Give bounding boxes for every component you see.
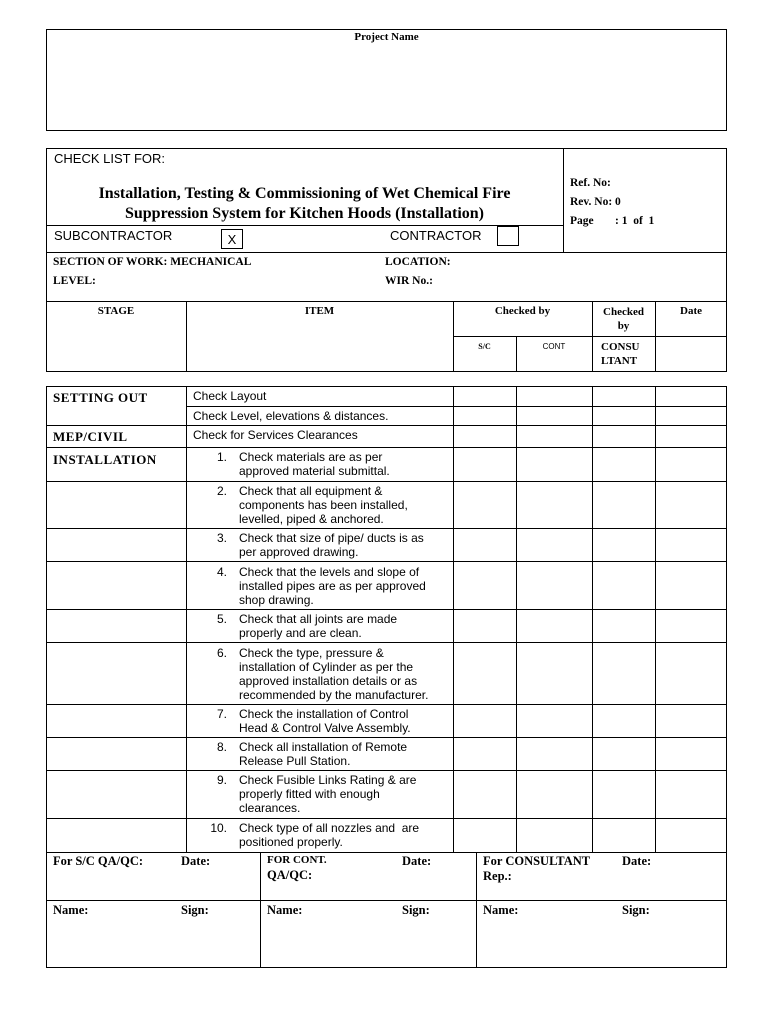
- col-consultant-line1: CONSU: [601, 341, 640, 353]
- section-of-work: SECTION OF WORK: MECHANICAL: [53, 256, 252, 268]
- footer-cont-line2: QA/QC:: [267, 868, 313, 882]
- checklist-title-line2: Suppression System for Kitchen Hoods (Installation): [124, 205, 484, 222]
- item-text-line: installation of Cylinder as per the: [239, 660, 414, 674]
- footer-col-1: [260, 852, 261, 968]
- item-text: [239, 740, 453, 768]
- item-number: 9.: [216, 773, 227, 787]
- item-text-line: Check type of all nozzles and are: [239, 821, 420, 835]
- col-stage-header: STAGE: [97, 305, 135, 317]
- table-col-stage: [186, 386, 187, 852]
- row-line: [186, 406, 727, 407]
- item-text-line: approved material submittal.: [239, 464, 390, 478]
- item-number: 3.: [216, 531, 227, 545]
- item-number: 7.: [216, 707, 227, 721]
- item-text: [239, 565, 453, 607]
- col-checked-by-header: Checked by: [494, 305, 551, 317]
- stage-setting-out: SETTING OUT: [53, 390, 148, 405]
- row-line: [46, 609, 727, 610]
- item-text: [239, 646, 453, 702]
- footer-col-2: [476, 852, 477, 968]
- item-text: [239, 531, 453, 559]
- header-divider-3: [46, 301, 727, 302]
- item-text-line: Check the type, pressure &: [239, 646, 384, 660]
- item-text: [239, 773, 453, 815]
- contractor-checkbox[interactable]: [497, 226, 519, 246]
- footer-divider: [46, 900, 727, 901]
- footer-consultant-sign: Sign:: [622, 903, 650, 917]
- footer-cont-date: Date:: [402, 854, 432, 868]
- item-number: 1.: [216, 450, 227, 464]
- col-date-header: Date: [680, 305, 702, 317]
- item-number: 10.: [210, 821, 227, 835]
- item-text-line: Check materials are as per: [239, 450, 383, 464]
- item-check-services: Check for Services Clearances: [193, 428, 358, 442]
- item-text-line: positioned properly.: [239, 835, 343, 849]
- col-checked-by2-header: [592, 305, 655, 333]
- row-line: [46, 528, 727, 529]
- item-text-line: Check that all joints are made: [239, 612, 398, 626]
- subcontractor-label: SUBCONTRACTOR: [54, 228, 173, 243]
- table-col-item: [453, 386, 454, 852]
- col-consultant-header: [601, 340, 640, 368]
- col-item-header: ITEM: [304, 305, 335, 317]
- item-text: [239, 821, 453, 849]
- footer-sc-name: Name:: [53, 903, 89, 917]
- item-text-line: Check that size of pipe/ ducts is as: [239, 531, 424, 545]
- item-text: [239, 450, 453, 478]
- item-number: 5.: [216, 612, 227, 626]
- item-text-line: shop drawing.: [239, 593, 314, 607]
- item-text: [239, 612, 453, 640]
- footer-consultant-name: Name:: [483, 903, 519, 917]
- row-line: [46, 770, 727, 771]
- project-name-label: Project Name: [354, 31, 419, 43]
- ref-column-divider: [563, 148, 564, 253]
- item-number: 6.: [216, 646, 227, 660]
- item-text: [239, 484, 453, 526]
- row-line: [46, 852, 727, 853]
- item-number: 8.: [216, 740, 227, 754]
- row-line: [46, 642, 727, 643]
- row-line: [46, 737, 727, 738]
- col-sc-header: S/C: [478, 342, 491, 351]
- item-text-line: properly and are clean.: [239, 626, 362, 640]
- checklist-title-line1: Installation, Testing & Commissioning of Wet Chemical Fire: [98, 185, 511, 202]
- header-divider-1: [46, 225, 563, 226]
- footer-cont-name: Name:: [267, 903, 303, 917]
- rev-no: Rev. No: 0: [570, 196, 621, 208]
- footer-sc-date: Date:: [181, 854, 211, 868]
- row-line: [46, 425, 727, 426]
- item-text-line: recommended by the manufacturer.: [239, 688, 429, 702]
- col-consultant-line2: LTANT: [601, 355, 638, 367]
- item-number: 2.: [216, 484, 227, 498]
- item-text-line: Check the installation of Control: [239, 707, 409, 721]
- item-text-line: approved installation details or as: [239, 674, 418, 688]
- col-checked-by2-line1: Checked: [603, 306, 644, 318]
- location-label: LOCATION:: [385, 256, 451, 268]
- footer-sc-qaqc: For S/C QA/QC:: [53, 854, 144, 868]
- item-text-line: properly fitted with enough: [239, 787, 380, 801]
- contractor-label: CONTRACTOR: [390, 228, 482, 243]
- footer-cont-qaqc: [267, 853, 327, 883]
- checklist-title: [46, 184, 563, 224]
- row-line: [46, 818, 727, 819]
- footer-consultant-rep: [483, 854, 590, 884]
- table-col-cont: [592, 386, 593, 852]
- item-check-layout: Check Layout: [193, 389, 267, 403]
- row-line: [46, 704, 727, 705]
- row-line: [46, 447, 727, 448]
- wir-no-label: WIR No.:: [385, 275, 433, 287]
- page-value: : 1 of 1: [615, 215, 655, 227]
- footer-consultant-line2: Rep.:: [483, 869, 512, 883]
- item-text-line: installed pipes are as per approved: [239, 579, 426, 593]
- stage-installation: INSTALLATION: [53, 452, 157, 467]
- item-text-line: levelled, piped & anchored.: [239, 512, 384, 526]
- footer-consultant-date: Date:: [622, 854, 652, 868]
- row-line: [46, 481, 727, 482]
- item-text-line: components has been installed,: [239, 498, 408, 512]
- item-text-line: per approved drawing.: [239, 545, 359, 559]
- row-line: [46, 561, 727, 562]
- col-checked-by2-line2: by: [617, 320, 630, 332]
- ref-no: Ref. No:: [570, 177, 611, 189]
- table-col-consultant: [655, 386, 656, 852]
- item-text-line: Release Pull Station.: [239, 754, 351, 768]
- table-col-sc: [516, 386, 517, 852]
- subcontractor-checkbox[interactable]: X: [221, 229, 243, 249]
- page-label: Page: [570, 215, 594, 227]
- check-list-for-label: CHECK LIST FOR:: [54, 151, 166, 166]
- project-name-box: [46, 29, 727, 131]
- item-text-line: Check all installation of Remote: [239, 740, 408, 754]
- col-cont-header: CONT: [542, 342, 566, 351]
- footer-cont-line1: FOR CONT.: [267, 854, 327, 866]
- header-divider-2: [46, 252, 727, 253]
- level-label: LEVEL:: [53, 275, 96, 287]
- item-text-line: Check that the levels and slope of: [239, 565, 420, 579]
- item-text-line: clearances.: [239, 801, 301, 815]
- footer-consultant-line1: For CONSULTANT: [483, 854, 591, 868]
- stage-mep-civil: MEP/CIVIL: [53, 429, 128, 444]
- footer-cont-sign: Sign:: [402, 903, 430, 917]
- header-divider-4: [453, 336, 727, 337]
- item-text: [239, 707, 453, 735]
- item-text-line: Check Fusible Links Rating & are: [239, 773, 417, 787]
- footer-sc-sign: Sign:: [181, 903, 209, 917]
- item-text-line: Check that all equipment &: [239, 484, 383, 498]
- item-number: 4.: [216, 565, 227, 579]
- item-text-line: Head & Control Valve Assembly.: [239, 721, 411, 735]
- item-check-level: Check Level, elevations & distances.: [193, 409, 389, 423]
